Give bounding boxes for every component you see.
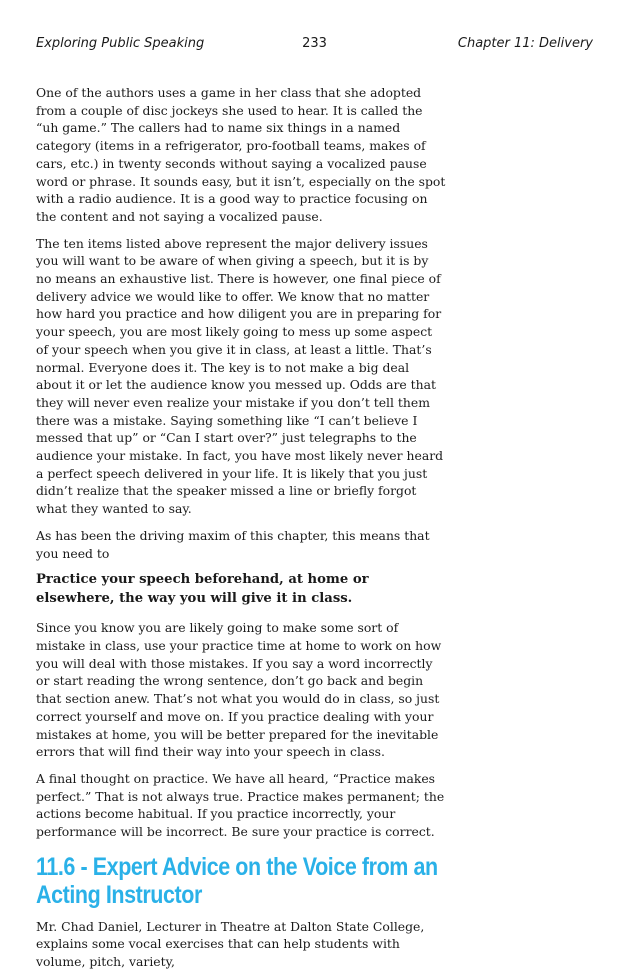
page-number: 233 — [302, 36, 327, 51]
paragraph-driving-maxim: As has been the driving maxim of this chapter, this means that you need to — [36, 527, 430, 561]
paragraph-practice-thought: A final thought on practice. We have all heard, “Practice makes perfect.” That is not always true. Practice makes permanent; the actions become habitual. If you practice incorrectly, your performance will be incorrect. Be sure your practice is correct. — [36, 770, 445, 840]
chapter-title: Chapter 11: Delivery — [457, 36, 593, 51]
book-title: Exploring Public Speaking — [36, 36, 205, 51]
paragraph-mistakes: Since you know you are likely going to make some sort of mistake in class, use your practice time at home to work on how you will deal with those mistakes. If you say a word incorrectly or start reading the wrong sentence, don’t go back and begin that section anew. That’s not what you would do in class, so just correct yourself and move on. If you practice dealing with your mistakes at home, you will be better prepared for the inevitable errors that will find their way into your speech in class. — [36, 620, 442, 760]
paragraph-delivery-advice: The ten items listed above represent the major delivery issues you will want to be aware of when giving a speech, but it is by no means an exhaustive list. There is however, one final piece of delivery advice we would like to offer. We know that no matter how hard you practice and how diligent you are in preparing for your speech, you are most likely going to mess up some aspect of your speech when you give it in class, at least a little. That’s normal. Everyone does it. The key is to not make a big deal about it or let the audience know you messed up. Odds are that they will never even realize your mistake if you don’t tell them there was a mistake. Saying something like “I can’t believe I messed that up” or “Can I start over?” just telegraphs to the audience your mistake. In fact, you have most likely never heard a perfect speech delivered in your life. It is likely that you just didn’t realize that the speaker missed a line or briefly forgot what they wanted to say. — [36, 235, 444, 517]
practice-callout: Practice your speech beforehand, at home or elsewhere, the way you will give it in class. — [36, 572, 369, 606]
page-header — [36, 36, 593, 54]
paragraph-uh-game: One of the authors uses a game in her class that she adopted from a couple of disc jockeys she used to hear. It is called the “uh game.” The callers had to name six things in a named category (items in a refrigerator, pro-football teams, makes of cars, etc.) in twenty seconds without saying a vocalized pause word or phrase. It sounds easy, but it isn’t, especially on the spot with a radio audience. It is a good way to practice focusing on the content and not saying a vocalized pause. — [36, 85, 446, 224]
paragraph-chad-daniel: Mr. Chad Daniel, Lecturer in Theatre at Dalton State College, explains some vocal exercises that can help students with volume, pitch, variety, — [36, 918, 425, 970]
page-body — [36, 84, 446, 980]
section-heading: 11.6 - Expert Advice on the Voice from an Acting Instructor — [36, 852, 438, 909]
